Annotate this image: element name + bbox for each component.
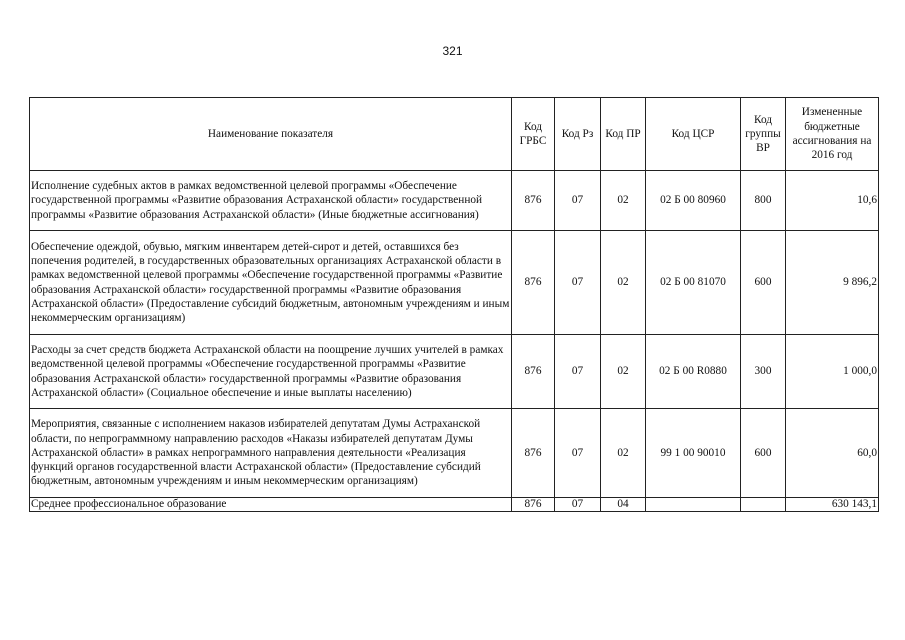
cell-csr: 99 1 00 90010 — [646, 409, 741, 498]
cell-amount: 1 000,0 — [786, 335, 879, 409]
table-header-row — [30, 98, 879, 171]
header-csr: Код ЦСР — [646, 98, 741, 171]
cell-amount: 630 143,1 — [786, 498, 879, 512]
cell-rz: 07 — [555, 171, 601, 231]
header-vr: Код группы ВР — [741, 98, 786, 171]
header-rz: Код Рз — [555, 98, 601, 171]
cell-grbs: 876 — [512, 231, 555, 335]
cell-grbs: 876 — [512, 335, 555, 409]
cell-csr — [646, 498, 741, 512]
cell-pr: 02 — [601, 231, 646, 335]
cell-rz: 07 — [555, 231, 601, 335]
header-grbs: Код ГРБС — [512, 98, 555, 171]
cell-name: Среднее профессиональное образование — [30, 498, 512, 512]
cell-amount: 10,6 — [786, 171, 879, 231]
cell-name: Расходы за счет средств бюджета Астраханской области на поощрение лучших учителей в рамках ведомственной целевой программы «Обеспечение государственной программы «Развитие образования Астраханской области» государственной программы «Развитие образования Астраханской области» (Социальное обеспечение и иные выплаты населению) — [30, 335, 512, 409]
header-amount: Измененные бюджетные ассигнования на 2016 год — [786, 98, 879, 171]
cell-name: Исполнение судебных актов в рамках ведомственной целевой программы «Обеспечение государственной программы «Развитие образования Астраханской области» государственной программы «Развитие образования Астраханской области» (Иные бюджетные ассигнования) — [30, 171, 512, 231]
cell-grbs: 876 — [512, 498, 555, 512]
header-name: Наименование показателя — [30, 98, 512, 171]
cell-pr: 02 — [601, 335, 646, 409]
cell-vr: 300 — [741, 335, 786, 409]
cell-vr: 800 — [741, 171, 786, 231]
header-pr: Код ПР — [601, 98, 646, 171]
cell-vr — [741, 498, 786, 512]
cell-csr: 02 Б 00 81070 — [646, 231, 741, 335]
cell-pr: 04 — [601, 498, 646, 512]
cell-vr: 600 — [741, 409, 786, 498]
cell-name: Обеспечение одеждой, обувью, мягким инвентарем детей-сирот и детей, оставшихся без попечения родителей, в государственных образовательных организациях Астраханской области в рамках ведомственной целевой программы «Обеспечение государственной программы «Развитие образования Астраханской области» государственной программы «Развитие образования Астраханской области» (Предоставление субсидий бюджетным, автономным учреждениям и иным некоммерческим организациям) — [30, 231, 512, 335]
table-row — [30, 409, 879, 498]
cell-name: Мероприятия, связанные с исполнением наказов избирателей депутатам Думы Астраханской области, по непрограммному направлению расходов «Наказы избирателей депутатам Думы Астраханской области» в рамках непрограммного направления деятельности «Реализация функций органов государственной власти Астраханской области» (Предоставление субсидий бюджетным, автономным учреждениям и иным некоммерческим организациям) — [30, 409, 512, 498]
cell-amount: 9 896,2 — [786, 231, 879, 335]
cell-grbs: 876 — [512, 409, 555, 498]
cell-csr: 02 Б 00 R0880 — [646, 335, 741, 409]
budget-allocation-table — [29, 97, 879, 512]
table-row — [30, 171, 879, 231]
cell-grbs: 876 — [512, 171, 555, 231]
table-row — [30, 335, 879, 409]
cell-vr: 600 — [741, 231, 786, 335]
cell-rz: 07 — [555, 409, 601, 498]
cell-amount: 60,0 — [786, 409, 879, 498]
cell-pr: 02 — [601, 409, 646, 498]
page-number: 321 — [442, 44, 463, 58]
cell-rz: 07 — [555, 498, 601, 512]
table-row — [30, 498, 879, 512]
cell-rz: 07 — [555, 335, 601, 409]
cell-pr: 02 — [601, 171, 646, 231]
cell-csr: 02 Б 00 80960 — [646, 171, 741, 231]
table-row — [30, 231, 879, 335]
